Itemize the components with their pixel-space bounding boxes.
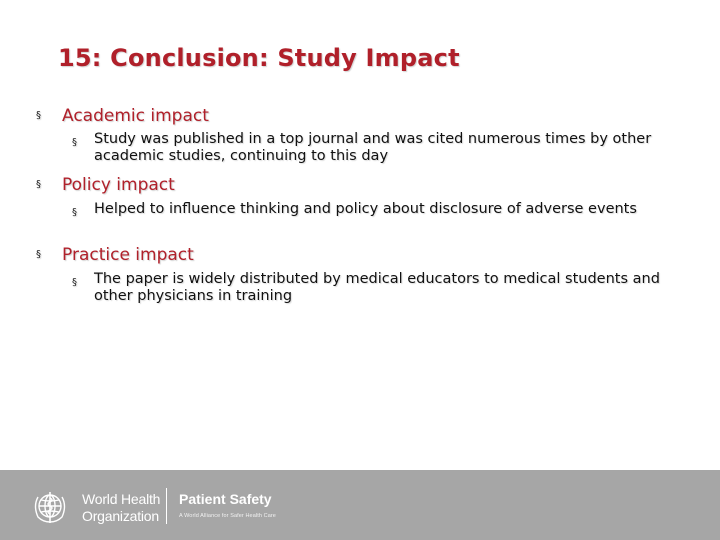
sub-bullet-policy-detail (72, 201, 672, 218)
footer-bar (0, 470, 720, 540)
who-wordmark (82, 491, 160, 525)
program-tagline: A World Alliance for Safer Health Care (179, 513, 276, 519)
bullet-marker: § (72, 277, 77, 288)
org-name-line2: Organization (82, 508, 159, 524)
org-name-line1: World Health (82, 491, 161, 507)
section-heading: Academic impact (62, 106, 209, 126)
sub-bullet-academic-detail (72, 131, 672, 165)
section-heading: Practice impact (62, 245, 194, 265)
bullet-marker: § (72, 137, 77, 148)
bullet-marker: § (72, 207, 77, 218)
footer-divider (166, 488, 167, 524)
slide-title: 15: Conclusion: Study Impact (58, 44, 460, 72)
program-title: Patient Safety (179, 491, 272, 507)
section-detail: Study was published in a top journal and was cited numerous times by other academic studies, continuing to this day (94, 131, 652, 164)
bullet-marker: § (36, 110, 41, 121)
section-detail: The paper is widely distributed by medical educators to medical students and other physicians in training (94, 271, 660, 304)
bullet-marker: § (36, 179, 41, 190)
bullet-marker: § (36, 249, 41, 260)
who-emblem-icon (30, 489, 70, 525)
section-detail: Helped to influence thinking and policy about disclosure of adverse events (94, 201, 637, 217)
section-heading: Policy impact (62, 175, 175, 195)
sub-bullet-practice-detail (72, 271, 672, 305)
